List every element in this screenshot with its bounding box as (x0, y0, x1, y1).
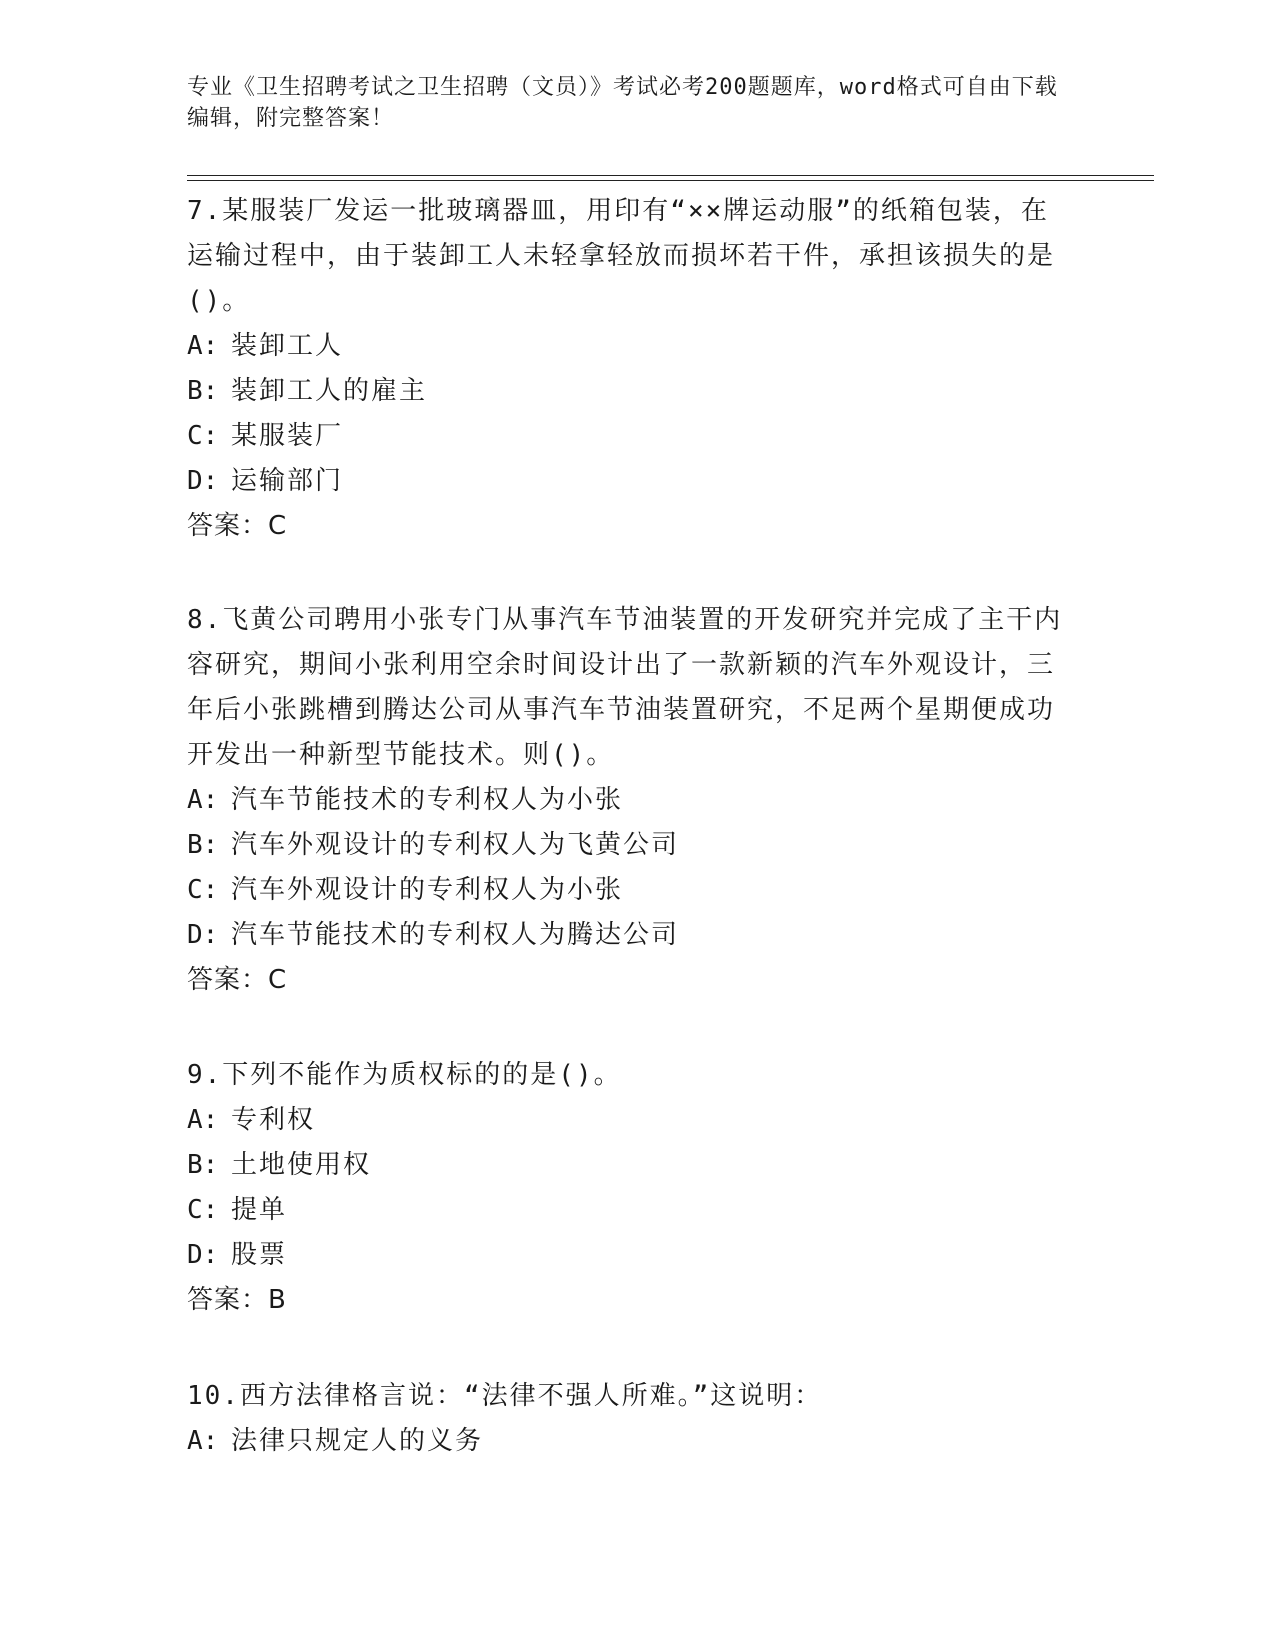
option-text: 土地使用权 (231, 1150, 372, 1180)
option-text: 装卸工人 (231, 331, 344, 361)
option-text: 专利权 (231, 1105, 316, 1135)
answer-line: 答案：C (187, 511, 288, 541)
question-8 (187, 598, 1067, 1003)
option-key: D: (187, 466, 219, 496)
option-text: 装卸工人的雇主 (231, 376, 428, 406)
header-divider-bottom (187, 180, 1154, 181)
option-key: B: (187, 830, 219, 860)
option-key: D: (187, 1240, 219, 1270)
answer-line: 答案：C (187, 965, 288, 995)
option-text: 法律只规定人的义务 (231, 1426, 484, 1456)
option-b (187, 369, 1067, 414)
option-d (187, 459, 1067, 504)
option-text: 提单 (231, 1195, 288, 1225)
option-text: 汽车外观设计的专利权人为小张 (231, 875, 624, 905)
option-text: 股票 (231, 1240, 288, 1270)
question-stem: 7.某服装厂发运一批玻璃器皿，用印有“××牌运动服”的纸箱包装，在运输过程中，由于装卸工人未轻拿轻放而损坏若干件，承担该损失的是()。 (187, 196, 1056, 316)
option-key: A: (187, 785, 219, 815)
option-key: B: (187, 376, 219, 406)
option-b (187, 823, 1067, 868)
option-key: A: (187, 331, 219, 361)
question-10 (187, 1374, 1067, 1464)
question-9 (187, 1053, 1067, 1323)
option-key: D: (187, 920, 219, 950)
header-divider-top (187, 175, 1154, 176)
option-key: A: (187, 1426, 219, 1456)
option-b (187, 1143, 1067, 1188)
option-text: 汽车外观设计的专利权人为飞黄公司 (231, 830, 680, 860)
document-header: 专业《卫生招聘考试之卫生招聘（文员）》考试必考200题题库，word格式可自由下载编辑，附完整答案！ (187, 75, 1058, 131)
option-text: 运输部门 (231, 466, 344, 496)
option-d (187, 1233, 1067, 1278)
option-key: C: (187, 875, 219, 905)
option-a (187, 778, 1067, 823)
question-stem: 9.下列不能作为质权标的的是()。 (187, 1060, 622, 1090)
option-key: C: (187, 1195, 219, 1225)
option-a (187, 324, 1067, 369)
option-text: 汽车节能技术的专利权人为腾达公司 (231, 920, 680, 950)
option-key: C: (187, 421, 219, 451)
option-c (187, 414, 1067, 459)
option-a (187, 1098, 1067, 1143)
question-7 (187, 189, 1067, 549)
option-c (187, 868, 1067, 913)
question-stem: 8.飞黄公司聘用小张专门从事汽车节油装置的开发研究并完成了主干内容研究，期间小张利用空余时间设计出了一款新颖的汽车外观设计，三年后小张跳槽到腾达公司从事汽车节油装置研究，不足两个星期便成功开发出一种新型节能技术。则()。 (187, 605, 1063, 770)
option-key: B: (187, 1150, 219, 1180)
option-text: 某服装厂 (231, 421, 344, 451)
option-a (187, 1419, 1067, 1464)
option-c (187, 1188, 1067, 1233)
answer-line: 答案：B (187, 1285, 287, 1315)
option-key: A: (187, 1105, 219, 1135)
option-d (187, 913, 1067, 958)
question-stem: 10.西方法律格言说：“法律不强人所难。”这说明： (187, 1381, 823, 1411)
option-text: 汽车节能技术的专利权人为小张 (231, 785, 624, 815)
